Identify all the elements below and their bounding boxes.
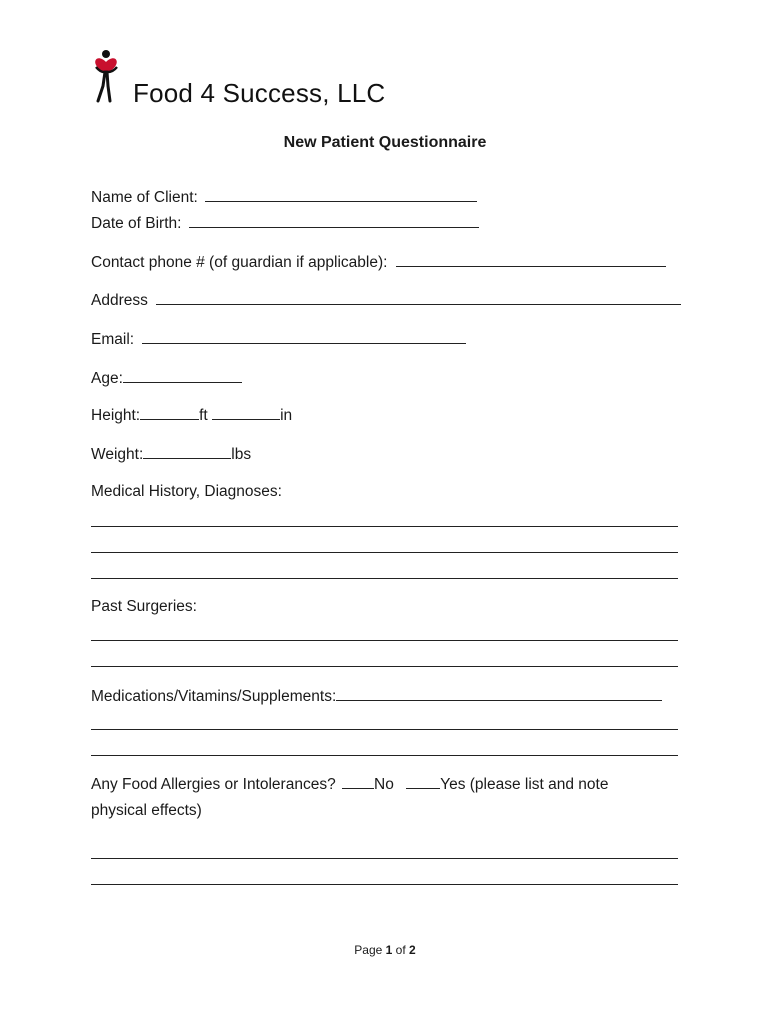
weight-row [91, 444, 251, 465]
company-name: Food 4 Success, LLC [133, 78, 386, 108]
name-of-client-row [91, 187, 477, 208]
email-label: Email: [91, 331, 135, 348]
page-word: Page [354, 943, 383, 957]
contact-phone-field[interactable] [396, 252, 666, 267]
allergies-no-field[interactable] [342, 774, 374, 789]
allergies-yes-field[interactable] [406, 774, 440, 789]
height-feet-unit: ft [199, 407, 208, 424]
medications-line-1[interactable] [91, 729, 678, 730]
medical-history-line-2[interactable] [91, 552, 678, 553]
address-row [91, 290, 681, 311]
name-of-client-label: Name of Client: [91, 189, 198, 206]
page-of: of [395, 943, 406, 957]
past-surgeries-line-1[interactable] [91, 640, 678, 641]
weight-field[interactable] [143, 444, 231, 459]
past-surgeries-label: Past Surgeries: [91, 598, 197, 615]
contact-phone-label: Contact phone # (of guardian if applicable): [91, 254, 388, 271]
address-label: Address [91, 292, 148, 309]
medications-label: Medications/Vitamins/Supplements: [91, 688, 337, 705]
allergies-line-2-blank[interactable] [91, 884, 678, 885]
medications-field[interactable] [336, 686, 662, 701]
height-row [91, 405, 292, 426]
medications-line-2[interactable] [91, 755, 678, 756]
email-row [91, 329, 466, 350]
medical-history-line-3[interactable] [91, 578, 678, 579]
height-inches-field[interactable] [212, 405, 280, 420]
allergies-line-2: physical effects) [91, 802, 202, 819]
email-field[interactable] [142, 329, 466, 344]
weight-unit: lbs [231, 446, 252, 463]
age-label: Age: [91, 370, 123, 387]
age-row [91, 368, 242, 389]
heart-figure-logo-icon [90, 48, 122, 104]
page-current: 1 [385, 943, 393, 957]
weight-label: Weight: [91, 446, 144, 463]
age-field[interactable] [123, 368, 242, 383]
allergies-no-label: No [374, 776, 394, 793]
allergies-row [91, 774, 608, 795]
medical-history-line-1[interactable] [91, 526, 678, 527]
height-feet-field[interactable] [140, 405, 199, 420]
page-total: 2 [409, 943, 416, 957]
date-of-birth-row [91, 213, 479, 234]
date-of-birth-label: Date of Birth: [91, 215, 182, 232]
height-inches-unit: in [280, 407, 293, 424]
date-of-birth-field[interactable] [189, 213, 479, 228]
past-surgeries-line-2[interactable] [91, 666, 678, 667]
contact-phone-row [91, 252, 666, 273]
medical-history-label: Medical History, Diagnoses: [91, 483, 282, 500]
address-field[interactable] [156, 290, 681, 305]
allergies-yes-label: Yes (please list and note [440, 776, 609, 793]
page-number [0, 943, 770, 957]
form-title: New Patient Questionnaire [283, 134, 487, 151]
medications-row [91, 686, 662, 707]
height-label: Height: [91, 407, 141, 424]
allergies-question: Any Food Allergies or Intolerances? [91, 776, 336, 793]
name-of-client-field[interactable] [205, 187, 477, 202]
allergies-line-1[interactable] [91, 858, 678, 859]
